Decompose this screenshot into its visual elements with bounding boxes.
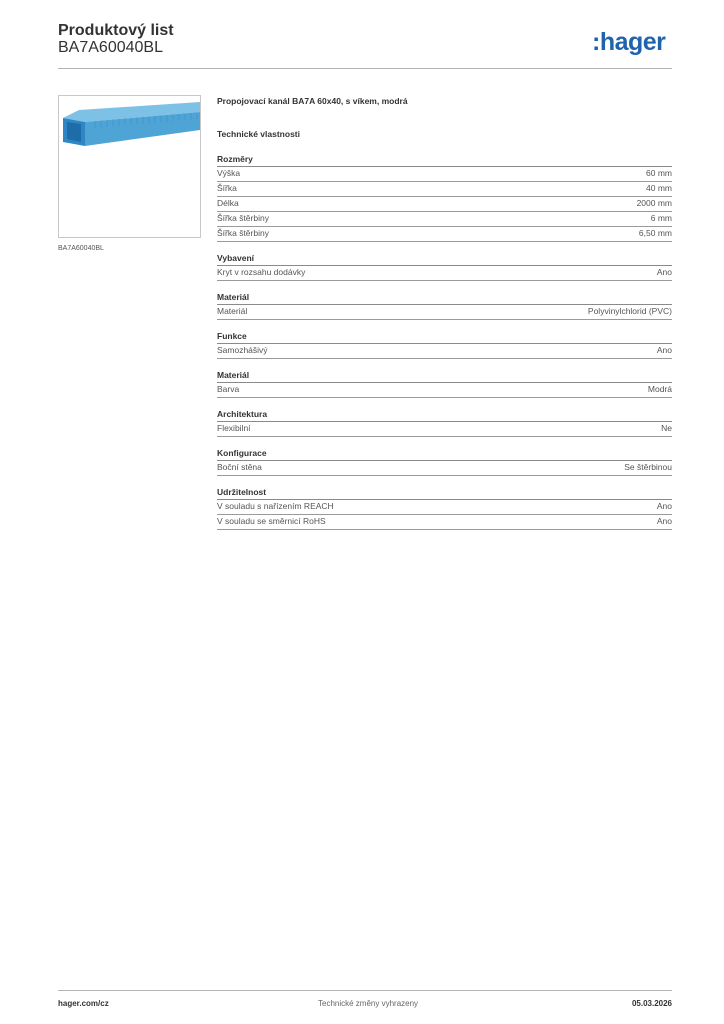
property-row [217,344,672,359]
section-material [217,292,672,320]
section-title: Funkce [217,331,672,344]
footer-website: hager.com/cz [58,999,109,1008]
property-row [217,305,672,320]
property-value: Ne [661,423,672,433]
property-row [217,383,672,398]
cable-duct-icon [59,96,200,237]
property-value: 40 mm [646,183,672,193]
property-label: Flexibilní [217,423,251,433]
property-label: Barva [217,384,240,394]
technical-properties-heading: Technické vlastnosti [217,129,300,139]
property-label: Šířka štěrbiny [217,213,269,223]
product-name: Propojovací kanál BA7A 60x40, s víkem, modrá [217,96,408,106]
page-title: Produktový list [58,22,174,39]
property-label: Materiál [217,306,248,316]
product-image [58,95,201,238]
property-value: 6 mm [650,213,672,223]
property-label: Boční stěna [217,462,262,472]
section-title: Materiál [217,370,672,383]
section-dimensions [217,154,672,242]
property-row [217,167,672,182]
section-title: Rozměry [217,154,672,167]
property-value: Ano [656,267,672,277]
property-row [217,500,672,515]
logo-dots-icon: : [592,28,600,56]
section-title: Vybavení [217,253,672,266]
property-value: 60 mm [646,168,672,178]
property-row [217,227,672,242]
header-divider [58,68,672,69]
property-row [217,212,672,227]
section-title: Architektura [217,409,672,422]
footer-date: 05.03.2026 [631,999,672,1008]
property-row [217,182,672,197]
section-function [217,331,672,359]
image-caption: BA7A60040BL [58,245,104,252]
section-title: Udržitelnost [217,487,672,500]
property-label: V souladu s nařízením REACH [217,501,334,511]
section-material-color [217,370,672,398]
property-value: 2000 mm [636,198,672,208]
section-title: Materiál [217,292,672,305]
property-label: Samozhášivý [217,345,268,355]
footer-note: Technické změny vyhrazeny [318,999,419,1008]
property-value: Se štěrbinou [624,462,672,472]
property-label: Kryt v rozsahu dodávky [217,267,306,277]
property-value: 6,50 mm [638,228,672,238]
section-sustainability [217,487,672,530]
section-equipment [217,253,672,281]
property-value: Ano [656,345,672,355]
logo-text: hager [599,28,666,56]
property-label: Šířka [217,183,237,193]
property-label: Šířka štěrbiny [217,228,269,238]
property-row [217,515,672,530]
footer-divider [58,990,672,991]
property-value: Modrá [647,384,672,394]
property-value: Ano [656,516,672,526]
property-label: Výška [217,168,241,178]
property-label: Délka [217,198,239,208]
section-configuration [217,448,672,476]
section-architecture [217,409,672,437]
product-details [217,96,672,541]
property-row [217,197,672,212]
product-code: BA7A60040BL [58,39,163,56]
property-value: Ano [656,501,672,511]
section-title: Konfigurace [217,448,672,461]
property-row [217,266,672,281]
property-value: Polyvinylchlorid (PVC) [587,306,672,316]
hager-logo [592,28,665,57]
property-row [217,422,672,437]
property-label: V souladu se směrnicí RoHS [217,516,326,526]
property-row [217,461,672,476]
